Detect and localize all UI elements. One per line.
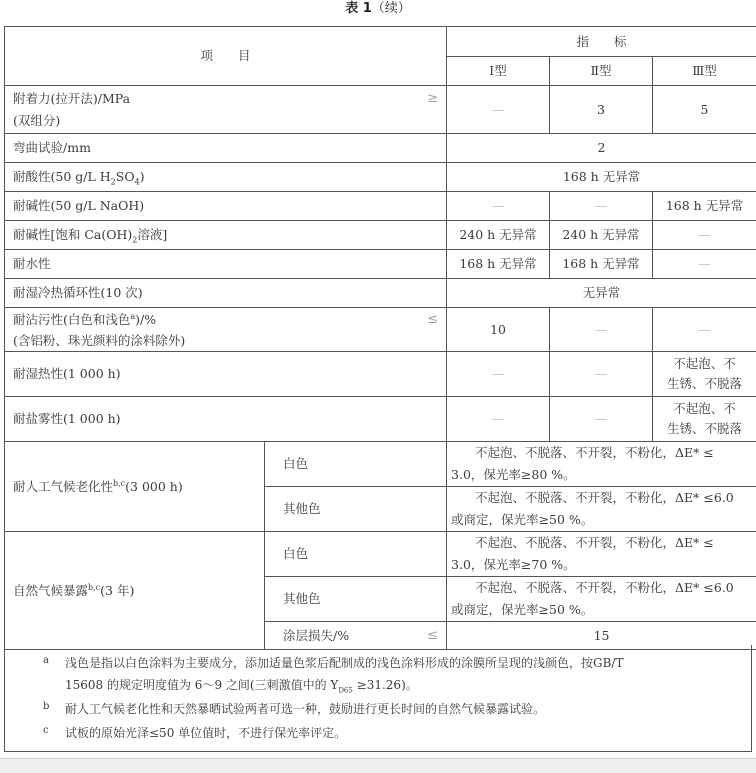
row-acid [5, 163, 756, 192]
operator-le: ≤ [427, 624, 438, 648]
cell-type-1: 240 h 无异常 [447, 221, 550, 250]
sub-label-white: 白色 [265, 442, 447, 487]
sub-label-white: 白色 [265, 532, 447, 577]
cell-type-3: — [653, 250, 756, 279]
row-label: ≤ 耐沾污性(白色和浅色$^a$)/% (含铝粉、珠光颜料的涂料除外) [5, 308, 447, 352]
cell-all-types: 不起泡、不脱落、不开裂，不粉化，ΔE* ≤6.0 或商定，保光率≥50 %。 [447, 487, 756, 532]
row-label-artificial: 耐人工气候老化性$^{b,c}$(3 000 h) [5, 442, 265, 532]
row-adhesion [5, 86, 756, 134]
row-label: 耐湿冷热循环性(10 次) [5, 279, 447, 308]
row-salt-spray [5, 397, 756, 442]
row-natural-white [5, 532, 756, 577]
row-label: 耐酸性(50 g/L $H_2SO_4$) [5, 163, 447, 192]
sub-label-other: 其他色 [265, 487, 447, 532]
header-type-3: Ⅲ型 [653, 57, 756, 86]
cell-all-types: 不起泡、不脱落、不开裂，不粉化，ΔE* ≤ 3.0，保光率≥80 %。 [447, 442, 756, 487]
table-continued: （续） [372, 1, 411, 16]
header-item: 项 目 [5, 27, 447, 86]
cell-type-2: — [550, 397, 653, 442]
row-humid-heat [5, 352, 756, 397]
cell-type-1: — [447, 397, 550, 442]
footnote-marker: a [43, 651, 49, 671]
cell-type-3: 168 h 无异常 [653, 192, 756, 221]
table-caption [0, 0, 756, 18]
cell-all-types: 15 [447, 622, 756, 650]
cell-all-types: 不起泡、不脱落、不开裂，不粉化，ΔE* ≤ 3.0，保光率≥70 %。 [447, 532, 756, 577]
page-bottom-edge [0, 758, 756, 773]
row-label: 耐碱性(50 g/L NaOH) [5, 192, 447, 221]
row-stain [5, 308, 756, 352]
table-label: 表 1 [345, 1, 372, 16]
cell-type-1: — [447, 352, 550, 397]
cell-type-1: 10 [447, 308, 550, 352]
cell-type-3: — [653, 221, 756, 250]
operator-ge: ≥ [427, 88, 438, 110]
cell-type-1: 168 h 无异常 [447, 250, 550, 279]
cell-type-3: 5 [653, 86, 756, 134]
cell-type-3: 不起泡、不 生锈、不脱落 [653, 397, 756, 442]
cell-all-types: 168 h 无异常 [447, 163, 756, 192]
cell-type-1: — [447, 86, 550, 134]
cell-type-2: 168 h 无异常 [550, 250, 653, 279]
cell-type-2: — [550, 308, 653, 352]
row-alkali-caoh [5, 221, 756, 250]
header-row-1 [5, 27, 756, 57]
cell-type-2: 3 [550, 86, 653, 134]
table-footnotes: a 浅色是指以白色涂料为主要成分，添加适量色浆后配制成的浅色涂料形成的涂膜所呈现的浅颜色，按GB/T 15608 的规定明度值为 6～9 之间(三刺激值中的 $Y_{D65} \ge 31.26$)。 b 耐人工气候老化性和天然暴晒试验两者可选一种，鼓励进行更长时间的自然气候暴露试验。 c 试板的原始光泽≤50 单位值时，不进行保光率评定。 [4, 645, 752, 752]
row-label-natural: 自然气候暴露$^{b,c}$(3 年) [5, 532, 265, 650]
cell-type-2: 240 h 无异常 [550, 221, 653, 250]
row-alkali-naoh [5, 192, 756, 221]
cell-type-3: 不起泡、不 生锈、不脱落 [653, 352, 756, 397]
cell-type-1: — [447, 192, 550, 221]
row-humid-cycle [5, 279, 756, 308]
sub-label-other: 其他色 [265, 577, 447, 622]
cell-all-types: 不起泡、不脱落、不开裂，不粉化，ΔE* ≤6.0 或商定，保光率≥50 %。 [447, 577, 756, 622]
footnote-marker: b [43, 697, 49, 717]
header-indicator: 指 标 [447, 27, 756, 57]
row-bending [5, 134, 756, 163]
cell-type-2: — [550, 352, 653, 397]
row-label: 耐水性 [5, 250, 447, 279]
footnote-marker: c [43, 721, 49, 741]
cell-type-3: — [653, 308, 756, 352]
cell-all-types: 2 [447, 134, 756, 163]
header-type-2: Ⅱ型 [550, 57, 653, 86]
row-label: 耐碱性[饱和 $Ca(OH)_2$溶液] [5, 221, 447, 250]
row-water [5, 250, 756, 279]
row-label: ≥ 附着力(拉开法)/MPa (双组分) [5, 86, 447, 134]
header-type-1: Ⅰ型 [447, 57, 550, 86]
row-label: 耐盐雾性(1 000 h) [5, 397, 447, 442]
row-label: 弯曲试验/mm [5, 134, 447, 163]
row-artificial-white [5, 442, 756, 487]
spec-table [4, 26, 756, 650]
cell-type-2: — [550, 192, 653, 221]
sub-label-coating-loss: ≤ 涂层损失/% [265, 622, 447, 650]
operator-le: ≤ [427, 309, 438, 330]
cell-all-types: 无异常 [447, 279, 756, 308]
row-label: 耐湿热性(1 000 h) [5, 352, 447, 397]
